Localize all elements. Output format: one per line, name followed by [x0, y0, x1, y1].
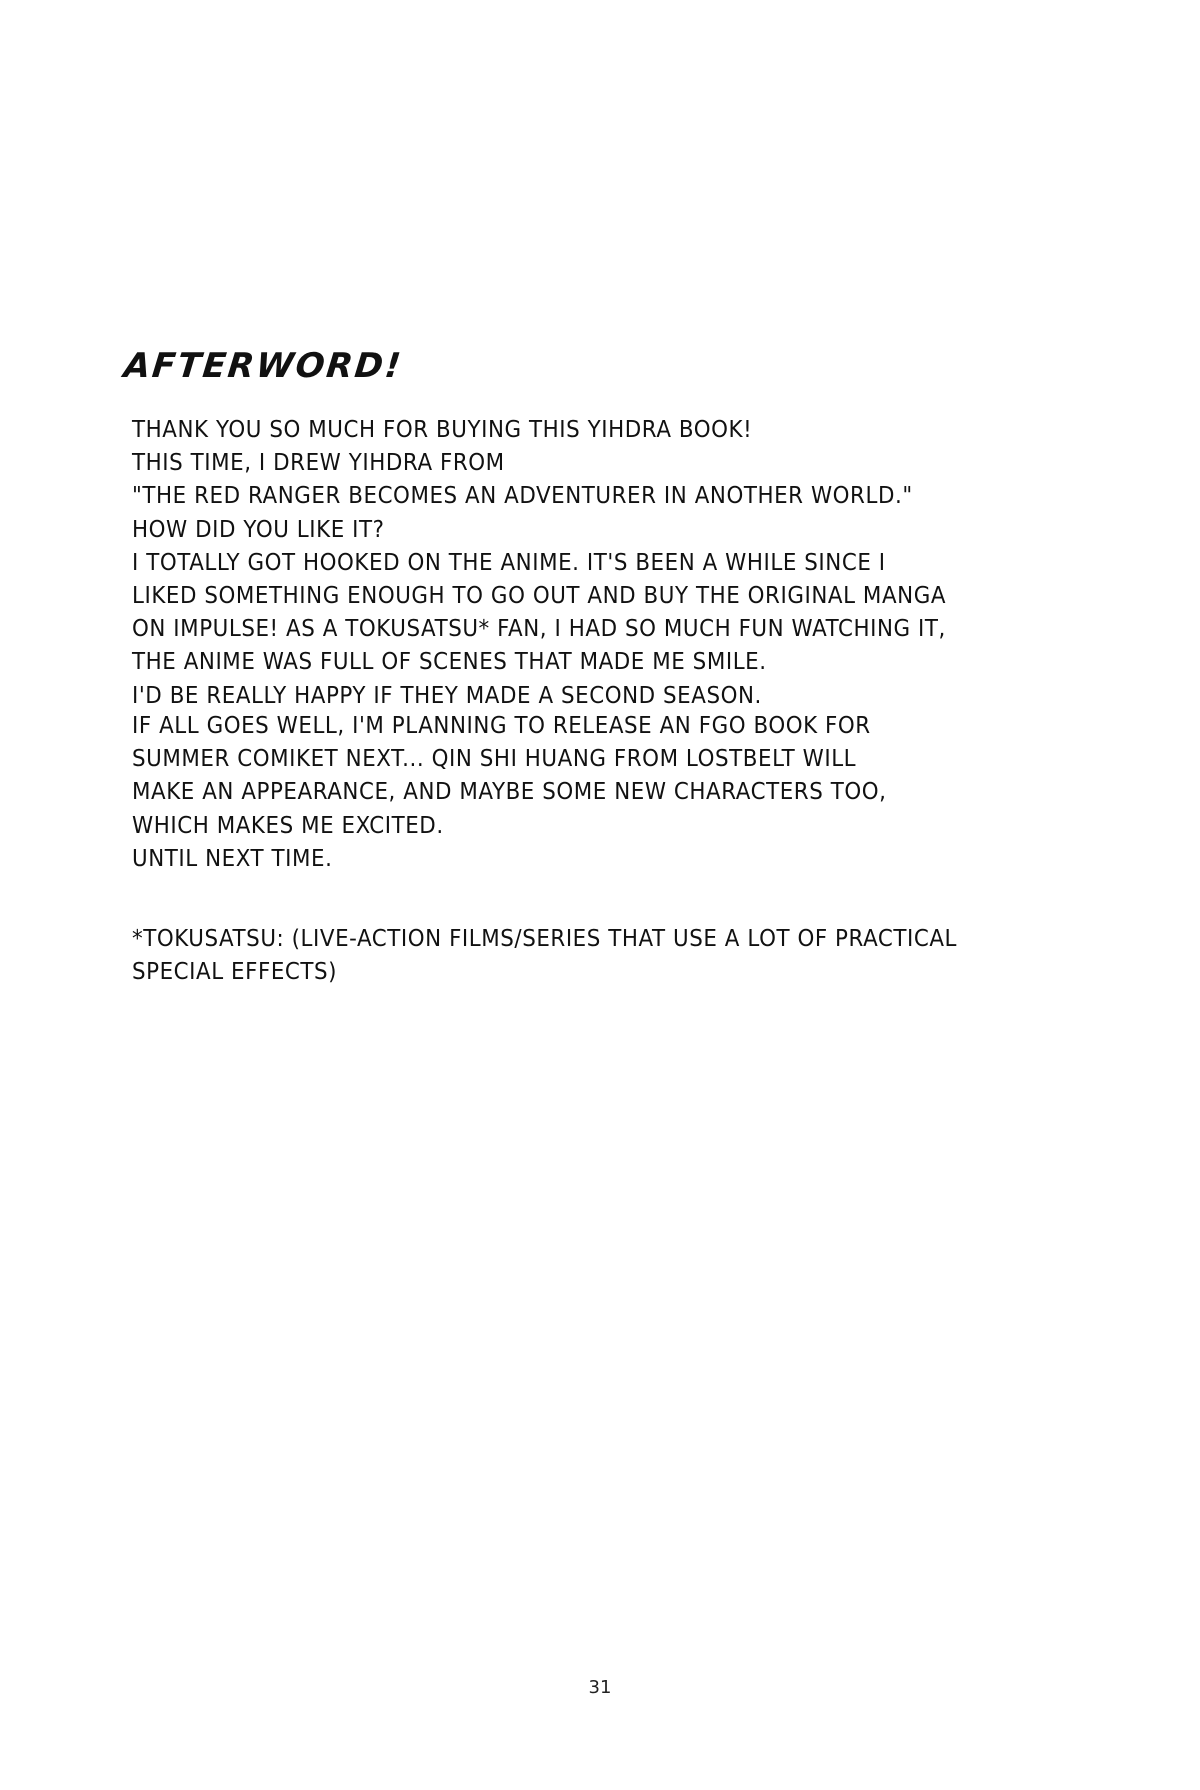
footnote-tokusatsu — [132, 923, 1112, 989]
paragraph-line: UNTIL NEXT TIME. — [132, 845, 333, 872]
paragraph-line: THIS TIME, I DREW YIHDRA FROM — [132, 450, 505, 477]
paragraph-line: HOW DID YOU LIKE IT? — [132, 516, 385, 543]
paragraph-line: I TOTALLY GOT HOOKED ON THE ANIME. IT'S BEEN A WHILE SINCE I — [132, 549, 886, 576]
paragraph-line: THANK YOU SO MUCH FOR BUYING THIS YIHDRA BOOK! — [132, 417, 753, 443]
paragraph-line: IF ALL GOES WELL, I'M PLANNING TO RELEASE AN FGO BOOK FOR — [132, 713, 871, 739]
paragraph-line: LIKED SOMETHING ENOUGH TO GO OUT AND BUY THE ORIGINAL MANGA — [132, 583, 947, 610]
footnote-line: *TOKUSATSU: (LIVE-ACTION FILMS/SERIES THAT USE A LOT OF PRACTICAL — [132, 926, 958, 952]
paragraph-line: I'D BE REALLY HAPPY IF THEY MADE A SECOND SEASON. — [132, 682, 762, 709]
paragraph-thanks — [132, 414, 1112, 713]
page-number: 31 — [588, 1677, 612, 1698]
paragraph-next-plans — [132, 710, 1112, 876]
afterword-title: AFTERWORD! — [121, 346, 405, 386]
footnote-line: SPECIAL EFFECTS) — [132, 959, 338, 986]
paragraph-line: MAKE AN APPEARANCE, AND MAYBE SOME NEW CHARACTERS TOO, — [132, 779, 887, 806]
paragraph-line: SUMMER COMIKET NEXT... QIN SHI HUANG FROM LOSTBELT WILL — [132, 746, 857, 773]
paragraph-line: "THE RED RANGER BECOMES AN ADVENTURER IN ANOTHER WORLD." — [132, 483, 913, 510]
paragraph-line: WHICH MAKES ME EXCITED. — [132, 812, 444, 839]
paragraph-line: ON IMPULSE! AS A TOKUSATSU* FAN, I HAD SO MUCH FUN WATCHING IT, — [132, 616, 946, 643]
paragraph-line: THE ANIME WAS FULL OF SCENES THAT MADE ME SMILE. — [132, 649, 767, 676]
